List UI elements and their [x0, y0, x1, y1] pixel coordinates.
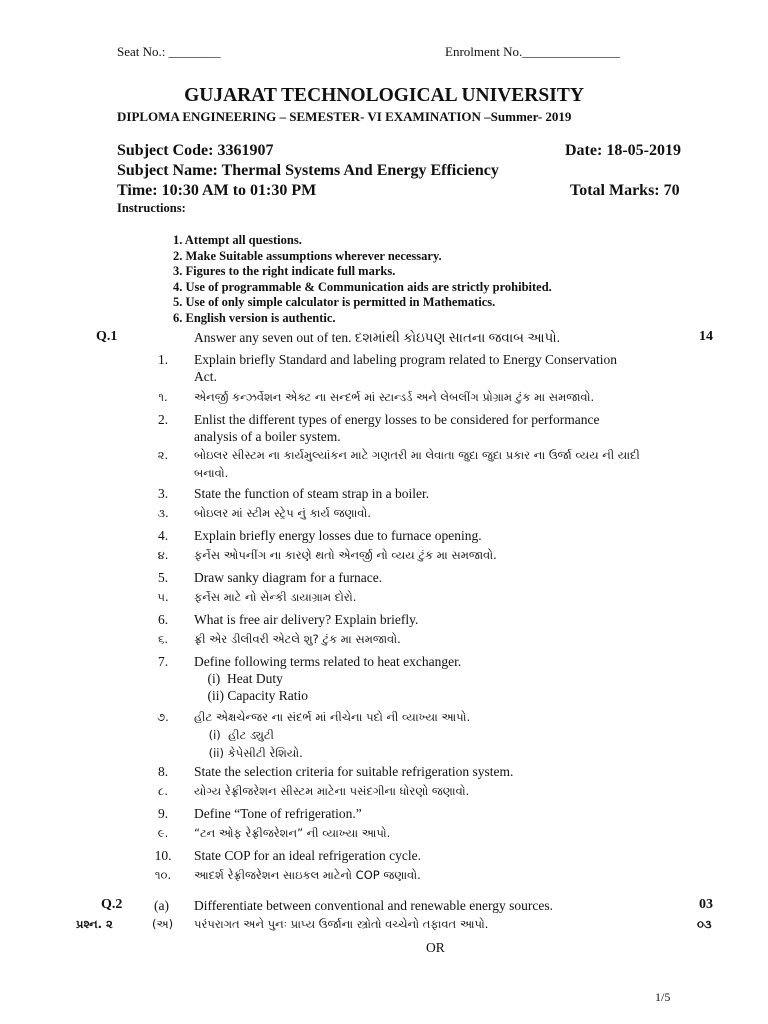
q1-item-number: 5. [157, 570, 169, 585]
exam-date: Date: 18-05-2019 [565, 142, 681, 159]
q1-item-number: ૬. [157, 632, 169, 646]
q1-item-number: 8. [157, 764, 169, 779]
q2-question: Differentiate between conventional and renewable energy sources. [194, 898, 553, 913]
q1-item-text: Explain briefly Standard and labeling program related to Energy Conservation [194, 352, 618, 367]
q2-label-gujarati: પ્રશ્ન. ૨ [76, 917, 113, 931]
q1-item-number: ૭. [157, 710, 169, 724]
q1-item-text-gujarati: બનાવો. [194, 466, 229, 480]
q1-item-number: ૧. [158, 390, 168, 404]
q1-prompt: Answer any seven out of ten. દશમાંથી કોઇપણ સાતના જવાબ આપો. [194, 330, 561, 345]
or-separator: OR [426, 940, 445, 955]
q2-label: Q.2 [101, 897, 123, 912]
instruction-item: 6. English version is authentic. [173, 310, 336, 325]
instruction-item: 1. Attempt all questions. [173, 233, 302, 247]
q1-item-number: 3. [157, 486, 169, 501]
q2-question-gujarati: પરંપરાગત અને પુનઃ પ્રાપ્ય ઉર્જાના સ્ત્રોતો વચ્ચેનો તફાવત આપો. [194, 917, 489, 931]
q1-item-text: State COP for an ideal refrigeration cycle. [194, 848, 422, 863]
q1-item-text: Define following terms related to heat exchanger. [194, 654, 462, 669]
q2-marks-gujarati: ૦૩ [697, 917, 712, 931]
q1-item-text: (ii) Capacity Ratio [194, 688, 308, 703]
total-marks: Total Marks: 70 [570, 182, 680, 199]
q1-item-text-gujarati: ફ્રી એર ડીલીવરી એટલે શુ? ટુંક મા સમજાવો. [194, 632, 401, 646]
q1-item-text-gujarati: આદર્શ રેફ્રીજરેશન સાઇકલ માટેનો COP જણાવો. [194, 868, 421, 882]
q1-item-text-gujarati: (i) હીટ ડ્યુટી [194, 728, 274, 742]
q1-item-text-gujarati: (ii) કેપેસીટી રેશિયો. [194, 746, 303, 760]
enrolment-number: Enrolment No._______________ [445, 44, 620, 59]
q1-marks: 14 [699, 329, 713, 344]
q1-item-text: Enlist the different types of energy losses to be considered for performance [194, 412, 600, 427]
q1-item-text: Draw sanky diagram for a furnace. [194, 570, 383, 585]
q1-item-number: ૨. [157, 448, 169, 462]
instructions-label: Instructions: [117, 201, 186, 215]
instruction-item: 5. Use of only simple calculator is permitted in Mathematics. [173, 295, 496, 309]
q1-label: Q.1 [96, 329, 118, 344]
q1-item-text-gujarati: યોગ્ય રેફ્રીજરેશન સીસ્ટમ માટેના પસંદગીના ધોરણો જણાવો. [194, 784, 470, 798]
q2-marks: 03 [699, 897, 713, 912]
instruction-item: 3. Figures to the right indicate full marks. [173, 264, 396, 278]
subject-code: Subject Code: 3361907 [117, 142, 274, 159]
q1-item-text: Explain briefly energy losses due to furnace opening. [194, 528, 482, 543]
q1-item-number: ૪. [157, 548, 169, 562]
q1-item-number: 9. [157, 806, 169, 821]
q1-item-number: ૫. [157, 590, 169, 604]
q1-item-text-gujarati: એનર્જી કન્ઝર્વેશન એક્ટ ના સન્દર્ભ માં સ્ટાન્ડર્ડ અને લેબલીંગ પ્રોગ્રામ ટુંક મા સમજાવો. [194, 390, 595, 404]
q1-item-text: Define “Tone of refrigeration.” [194, 806, 362, 821]
q1-item-number: 10. [154, 848, 172, 863]
q1-item-text: State the selection criteria for suitable refrigeration system. [194, 764, 514, 779]
q1-item-text-gujarati: હીટ એક્ષચેન્જર ના સંદર્ભ માં નીચેના પદો ની વ્યાખ્યા આપો. [194, 710, 471, 724]
q1-item-number: ૩. [157, 506, 169, 520]
q1-item-number: 7. [157, 654, 169, 669]
q1-item-text-gujarati: ફર્નેસ માટે નો સેન્કી ડાયાગ્રામ દોરો. [194, 590, 357, 604]
q1-item-number: 1. [157, 352, 169, 367]
q1-item-text: (i) Heat Duty [194, 671, 283, 686]
q1-item-number: ૧૦. [154, 868, 172, 882]
q1-item-text: analysis of a boiler system. [194, 429, 341, 444]
q1-item-number: 4. [157, 528, 169, 543]
q2-subpart-gujarati: (અ) [152, 917, 174, 931]
q1-item-text: What is free air delivery? Explain briefly. [194, 612, 419, 627]
q1-item-number: 2. [157, 412, 169, 427]
university-name: GUJARAT TECHNOLOGICAL UNIVERSITY [184, 85, 584, 106]
q1-item-number: ૯. [157, 826, 169, 840]
q2-subpart: (a) [154, 898, 169, 913]
seat-number: Seat No.: ________ [117, 44, 221, 59]
q1-item-text: State the function of steam strap in a boiler. [194, 486, 430, 501]
page-number: 1/5 [655, 990, 671, 1004]
exam-line: DIPLOMA ENGINEERING – SEMESTER- VI EXAMINATION –Summer- 2019 [117, 109, 572, 124]
q1-item-number: ૮. [158, 784, 168, 798]
q1-item-text-gujarati: બોઇલર સીસ્ટમ ના કાર્યમુલ્યાંકન માટે ગણતરી મા લેવાતા જુદા જુદા પ્રકાર ના ઉર્જા વ્યય ની યાદી [194, 448, 640, 462]
instruction-item: 4. Use of programmable & Communication aids are strictly prohibited. [173, 279, 552, 294]
q1-item-text-gujarati: ફર્નેસ ઓપનીંગ ના કારણે થતો એનર્જી નો વ્યય ટુંક મા સમજાવો. [194, 548, 497, 562]
instructions-list [173, 233, 552, 326]
q1-item-number: 6. [157, 612, 169, 627]
instruction-item: 2. Make Suitable assumptions wherever necessary. [173, 248, 442, 263]
q1-item-text-gujarati: “ટન ઓફ રેફ્રીજરેશન” ની વ્યાખ્યા આપો. [194, 826, 391, 840]
q1-item-text-gujarati: બોઇલર માં સ્ટીમ સ્ટ્રેપ નું કાર્ય જણાવો. [194, 506, 371, 520]
q1-item-text: Act. [194, 369, 217, 384]
exam-time: Time: 10:30 AM to 01:30 PM [117, 182, 317, 199]
subject-name: Subject Name: Thermal Systems And Energy Efficiency [117, 162, 499, 179]
